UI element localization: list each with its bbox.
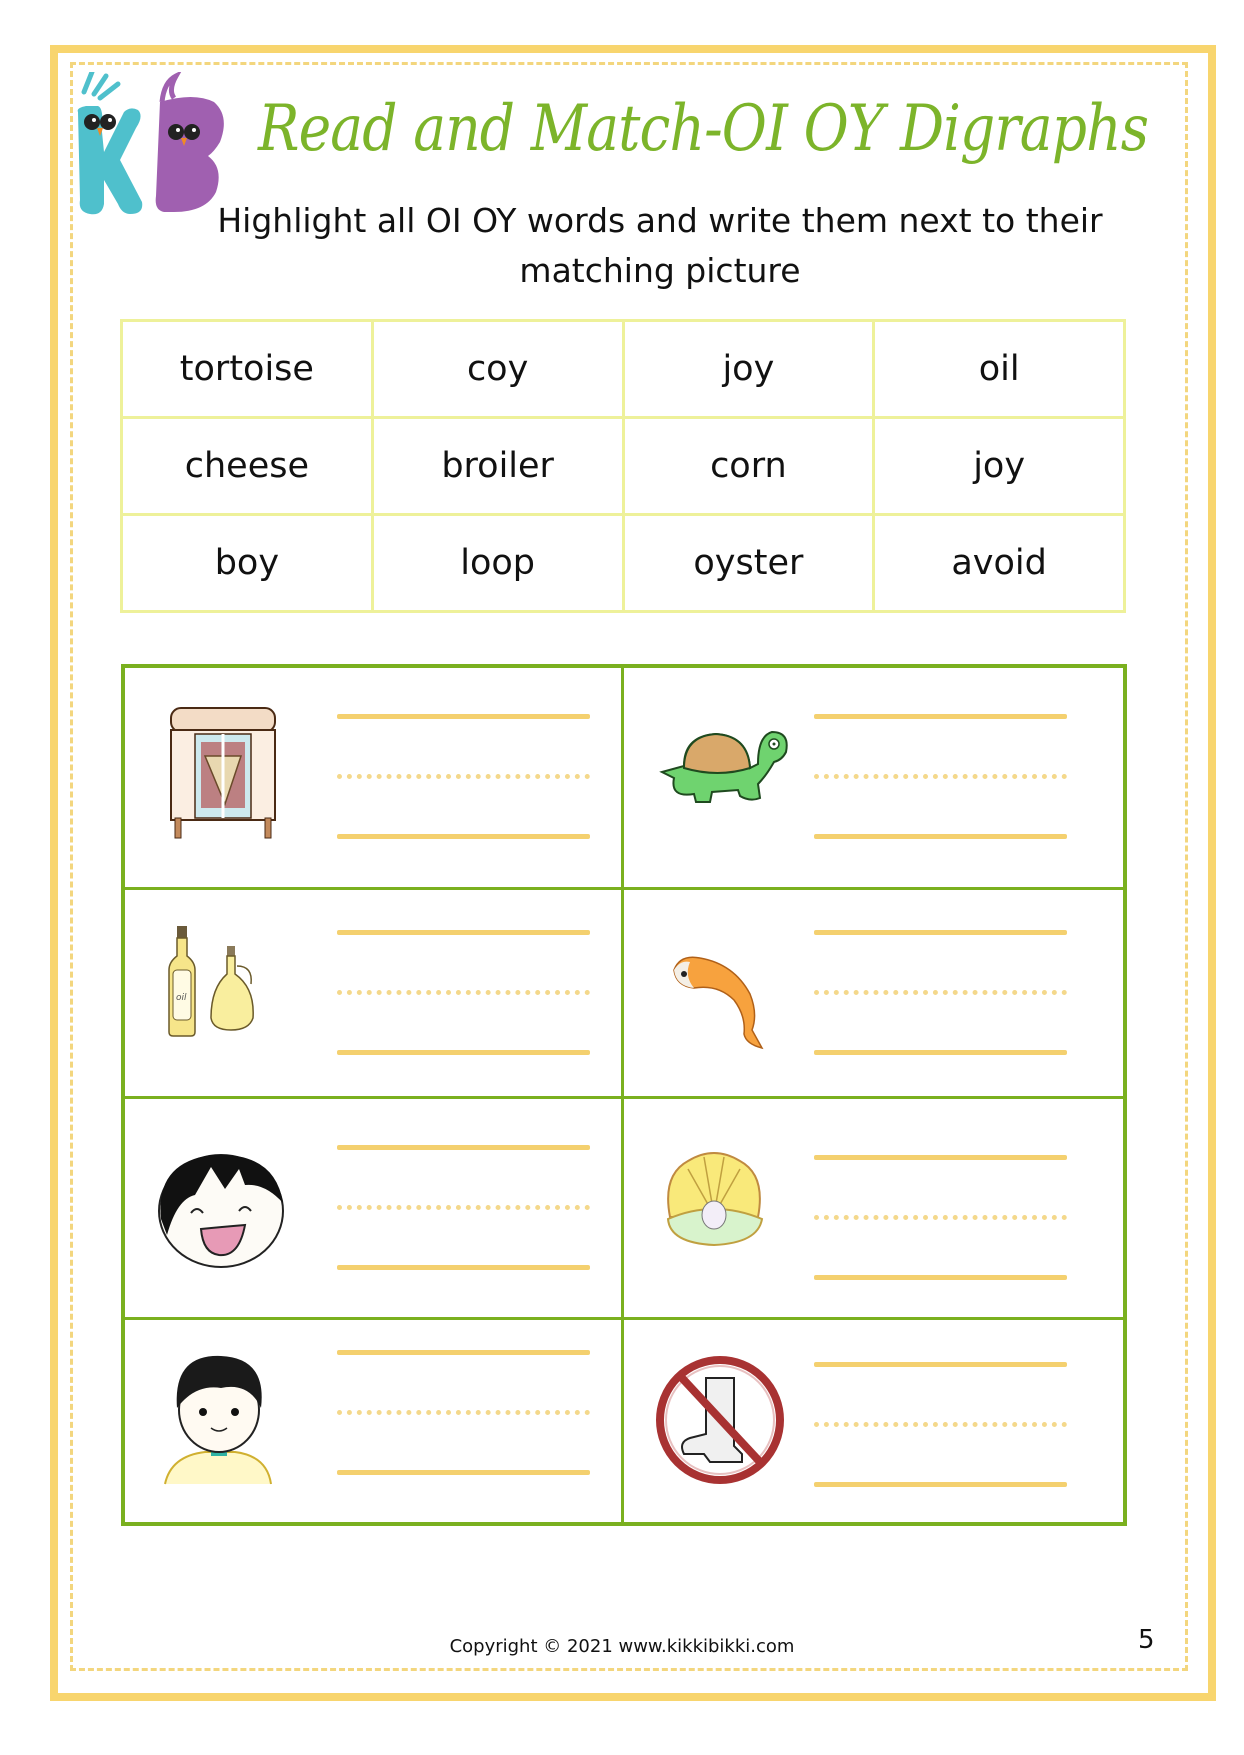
- match-cell-avoid: [624, 1320, 1123, 1522]
- copyright-footer: Copyright © 2021 www.kikkibikki.com: [449, 1636, 795, 1657]
- word-row: [122, 515, 1125, 612]
- match-cell-tortoise: [624, 668, 1123, 890]
- top-line: [814, 1155, 1067, 1160]
- bottom-line: [337, 834, 590, 839]
- match-cell-oyster: [624, 1099, 1123, 1320]
- word-cell[interactable]: joy: [623, 321, 874, 418]
- bottom-line: [814, 1050, 1067, 1055]
- top-line: [337, 1145, 590, 1150]
- bottom-line: [337, 1265, 590, 1270]
- picture-match-grid: [121, 664, 1127, 1526]
- word-row: [122, 321, 1125, 418]
- word-cell[interactable]: broiler: [372, 418, 623, 515]
- match-cell-koi: [624, 890, 1123, 1099]
- bottom-line: [814, 1275, 1067, 1280]
- page-number: 5: [1138, 1625, 1155, 1655]
- word-bank-table: [120, 319, 1126, 613]
- middle-dotted-line: [337, 774, 590, 779]
- bottom-line: [337, 1050, 590, 1055]
- word-cell[interactable]: cheese: [122, 418, 373, 515]
- word-cell[interactable]: tortoise: [122, 321, 373, 418]
- writing-lines[interactable]: [814, 1155, 1067, 1280]
- top-line: [337, 714, 590, 719]
- writing-lines[interactable]: [337, 714, 590, 839]
- word-cell[interactable]: joy: [874, 418, 1125, 515]
- writing-lines[interactable]: [814, 714, 1067, 839]
- middle-dotted-line: [814, 990, 1067, 995]
- word-cell[interactable]: boy: [122, 515, 373, 612]
- koi-fish-icon: [654, 920, 794, 1060]
- top-line: [814, 930, 1067, 935]
- boy-icon: [155, 1348, 295, 1488]
- laughing-face-joy-icon: [155, 1139, 295, 1279]
- instructions: Highlight all OI OY words and write them next to their matching picture: [217, 201, 1103, 290]
- oil-bottles-icon: [155, 922, 295, 1062]
- match-cell-oil: [125, 890, 624, 1099]
- match-cell-joy: [125, 1099, 624, 1320]
- middle-dotted-line: [814, 1422, 1067, 1427]
- bottom-line: [814, 834, 1067, 839]
- middle-dotted-line: [337, 1410, 590, 1415]
- oyster-pearl-icon: [654, 1139, 794, 1279]
- tortoise-icon: [654, 706, 794, 846]
- middle-dotted-line: [337, 1205, 590, 1210]
- middle-dotted-line: [814, 1215, 1067, 1220]
- top-line: [337, 1350, 590, 1355]
- writing-lines[interactable]: [337, 1145, 590, 1270]
- top-line: [814, 714, 1067, 719]
- word-cell[interactable]: avoid: [874, 515, 1125, 612]
- writing-lines[interactable]: [814, 1362, 1067, 1487]
- top-line: [814, 1362, 1067, 1367]
- svg-text:oil: oil: [176, 993, 187, 1003]
- word-cell[interactable]: oil: [874, 321, 1125, 418]
- middle-dotted-line: [337, 990, 590, 995]
- top-line: [337, 930, 590, 935]
- writing-lines[interactable]: [337, 1350, 590, 1475]
- middle-dotted-line: [814, 774, 1067, 779]
- bottom-line: [337, 1470, 590, 1475]
- word-cell[interactable]: corn: [623, 418, 874, 515]
- writing-lines[interactable]: [337, 930, 590, 1055]
- page-title: Read and Match-OI OY Digraphs: [258, 92, 1149, 166]
- word-cell[interactable]: oyster: [623, 515, 874, 612]
- word-cell[interactable]: loop: [372, 515, 623, 612]
- word-cell[interactable]: coy: [372, 321, 623, 418]
- bottom-line: [814, 1482, 1067, 1487]
- match-cell-broiler: [125, 668, 624, 890]
- broiler-rotisserie-icon: [155, 702, 295, 842]
- match-cell-boy: [125, 1320, 624, 1522]
- no-boot-avoid-icon: [654, 1350, 794, 1490]
- writing-lines[interactable]: [814, 930, 1067, 1055]
- word-row: [122, 418, 1125, 515]
